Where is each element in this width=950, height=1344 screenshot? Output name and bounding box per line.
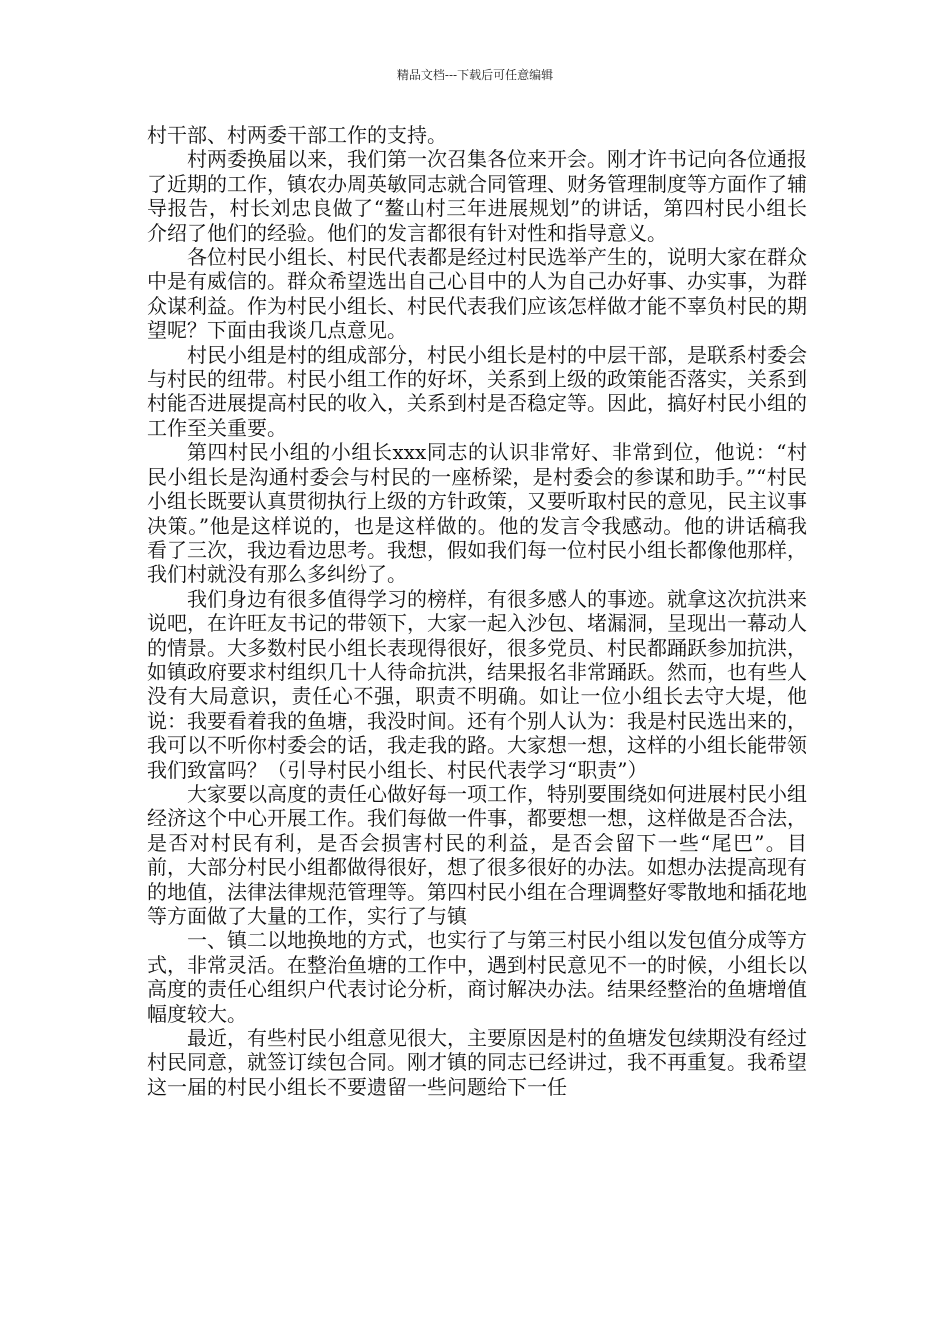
paragraph: 最近，有些村民小组意见很大，主要原因是村的鱼塘发包续期没有经过村民同意，就签订续包合同。刚才镇的同志已经讲过，我不再重复。我希望这一届的村民小组长不要遗留一些问题给下一任 <box>147 1026 807 1099</box>
page-header: 精品文档---下载后可任意编辑 <box>396 68 554 82</box>
paragraph: 村干部、村两委干部工作的支持。 <box>147 123 447 147</box>
document-body <box>147 123 807 1099</box>
paragraph: 大家要以高度的责任心做好每一项工作，特别要围绕如何进展村民小组经济这个中心开展工作。我们每做一件事，都要想一想，这样做是否合法，是否对村民有利，是否会损害村民的利益，是否会留下一些“尾巴”。目前，大部分村民小组都做得很好，想了很多很好的办法。如想办法提高现有的地值，法律法律规范管理等。第四村民小组在合理调整好零散地和插花地等方面做了大量的工作，实行了与镇 <box>147 781 807 928</box>
paragraph: 一、镇二以地换地的方式，也实行了与第三村民小组以发包值分成等方式，非常灵活。在整治鱼塘的工作中，遇到村民意见不一的时候，小组长以高度的责任心组织户代表讨论分析，商讨解决办法。结果经整治的鱼塘增值幅度较大。 <box>147 928 807 1026</box>
paragraph: 村两委换届以来，我们第一次召集各位来开会。刚才许书记向各位通报了近期的工作，镇农办周英敏同志就合同管理、财务管理制度等方面作了辅导报告，村长刘忠良做了“鳌山村三年进展规划”的讲话，第四村民小组长介绍了他们的经验。他们的发言都很有针对性和指导意义。 <box>147 147 807 245</box>
paragraph: 我们身边有很多值得学习的榜样，有很多感人的事迹。就拿这次抗洪来说吧，在许旺友书记的带领下，大家一起入沙包、堵漏洞，呈现出一幕动人的情景。大多数村民小组长表现得很好，很多党员、村民都踊跃参加抗洪，如镇政府要求村组织几十人待命抗洪，结果报名非常踊跃。然而，也有些人没有大局意识，责任心不强，职责不明确。如让一位小组长去守大堤，他说：我要看着我的鱼塘，我没时间。还有个别人认为：我是村民选出来的，我可以不听你村委会的话，我走我的路。大家想一想，这样的小组长能带领我们致富吗？（引导村民小组长、村民代表学习“职责”） <box>147 586 807 782</box>
paragraph: 各位村民小组长、村民代表都是经过村民选举产生的，说明大家在群众中是有威信的。群众希望选出自己心目中的人为自己办好事、办实事，为群众谋利益。作为村民小组长、村民代表我们应该怎样做才能不辜负村民的期望呢？下面由我谈几点意见。 <box>147 245 807 343</box>
paragraph: 村民小组是村的组成部分，村民小组长是村的中层干部，是联系村委会与村民的纽带。村民小组工作的好坏，关系到上级的政策能否落实，关系到村能否进展提高村民的收入，关系到村是否稳定等。因此，搞好村民小组的工作至关重要。 <box>147 342 807 440</box>
paragraph: 第四村民小组的小组长xxx同志的认识非常好、非常到位，他说：“村民小组长是沟通村委会与村民的一座桥梁，是村委会的参谋和助手。”“村民小组长既要认真贯彻执行上级的方针政策，又要听取村民的意见，民主议事决策。”他是这样说的，也是这样做的。他的发言令我感动。他的讲话稿我看了三次，我边看边思考。我想，假如我们每一位村民小组长都像他那样，我们村就没有那么多纠纷了。 <box>147 440 807 587</box>
